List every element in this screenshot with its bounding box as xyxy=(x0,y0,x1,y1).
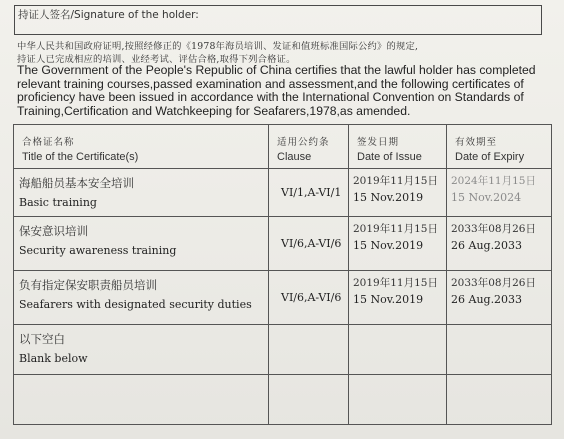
issue-date-cn: 2019年11月15日 xyxy=(353,223,438,235)
table-row xyxy=(14,217,552,271)
expiry-date-cell xyxy=(447,271,552,325)
blank-below-cn: 以下空白 xyxy=(19,332,65,346)
header-title-en: Title of the Certificate(s) xyxy=(22,151,139,163)
header-issue-en: Date of Issue xyxy=(357,151,422,163)
cert-title-cell xyxy=(14,271,269,325)
expiry-date-cn: 2033年08月26日 xyxy=(451,277,536,289)
blank-below-en: Blank below xyxy=(19,352,88,365)
header-issue-cn: 签发日期 xyxy=(357,137,400,148)
issue-date-en: 15 Nov.2019 xyxy=(353,293,424,306)
expiry-date-cell xyxy=(447,217,552,271)
header-clause-en: Clause xyxy=(277,151,312,163)
cert-clause: VI/6,A-VI/6 xyxy=(269,271,349,325)
cert-clause: VI/1,A-VI/1 xyxy=(269,169,349,217)
empty-cell xyxy=(14,375,269,425)
cert-name-en: Seafarers with designated security duties xyxy=(19,298,252,311)
header-expiry-cn: 有效期至 xyxy=(455,137,498,148)
header-title xyxy=(14,125,269,169)
cert-name-cn: 负有指定保安职责船员培训 xyxy=(19,278,157,292)
header-clause-cn: 适用公约条 xyxy=(277,137,330,148)
table-row xyxy=(14,169,552,217)
issue-date-en: 15 Nov.2019 xyxy=(353,239,424,252)
table-row-blank xyxy=(14,325,552,375)
expiry-date-cn: 2033年08月26日 xyxy=(451,223,536,235)
expiry-date-cell xyxy=(447,169,552,217)
cert-name-cn: 海船船员基本安全培训 xyxy=(19,176,134,190)
table-header-row xyxy=(14,125,552,169)
expiry-date-en: 15 Nov.2024 xyxy=(451,191,522,204)
blank-below-cell xyxy=(14,325,269,375)
certification-english: The Government of the People's Republic of China certifies that the lawful holder has completed relevant training courses,passed examination and assessment,and the following certificates of proficiency have been issued in accordance with the International Convention on Standards of Training,Certification and Watchkeeping for Seafarers,1978,as amended. xyxy=(17,63,536,118)
cert-clause: VI/6,A-VI/6 xyxy=(269,217,349,271)
table-row xyxy=(14,271,552,325)
header-expiry-en: Date of Expiry xyxy=(455,151,525,163)
header-title-cn: 合格证名称 xyxy=(22,137,75,148)
header-expiry xyxy=(447,125,552,169)
expiry-date-en: 26 Aug.2033 xyxy=(451,239,523,252)
empty-cell xyxy=(349,375,447,425)
empty-cell xyxy=(447,325,552,375)
issue-date-cn: 2019年11月15日 xyxy=(353,175,438,187)
cert-title-cell xyxy=(14,169,269,217)
empty-cell xyxy=(447,375,552,425)
header-issue xyxy=(349,125,447,169)
issue-date-cell xyxy=(349,169,447,217)
table-row-empty xyxy=(14,375,552,425)
issue-date-en: 15 Nov.2019 xyxy=(353,191,424,204)
issue-date-cell xyxy=(349,271,447,325)
cert-title-cell xyxy=(14,217,269,271)
empty-cell xyxy=(269,325,349,375)
cert-name-cn: 保安意识培训 xyxy=(19,224,88,238)
signature-label: 持证人签名/Signature of the holder: xyxy=(18,9,199,21)
expiry-date-en: 26 Aug.2033 xyxy=(451,293,523,306)
empty-cell xyxy=(269,375,349,425)
cert-name-en: Security awareness training xyxy=(19,244,177,257)
empty-cell xyxy=(349,325,447,375)
cert-name-en: Basic training xyxy=(19,196,97,209)
issue-date-cn: 2019年11月15日 xyxy=(353,277,438,289)
issue-date-cell xyxy=(349,217,447,271)
certificates-table xyxy=(13,124,552,425)
header-clause xyxy=(269,125,349,169)
certification-chinese-line1: 中华人民共和国政府证明,按照经修正的《1978年海员培训、发证和值班标准国际公约》的规定, xyxy=(17,41,419,52)
certification-chinese-line2: 持证人已完成相应的培训、业经考试、评估合格,取得下列合格证。 xyxy=(17,54,296,65)
expiry-date-cn: 2024年11月15日 xyxy=(451,175,536,187)
